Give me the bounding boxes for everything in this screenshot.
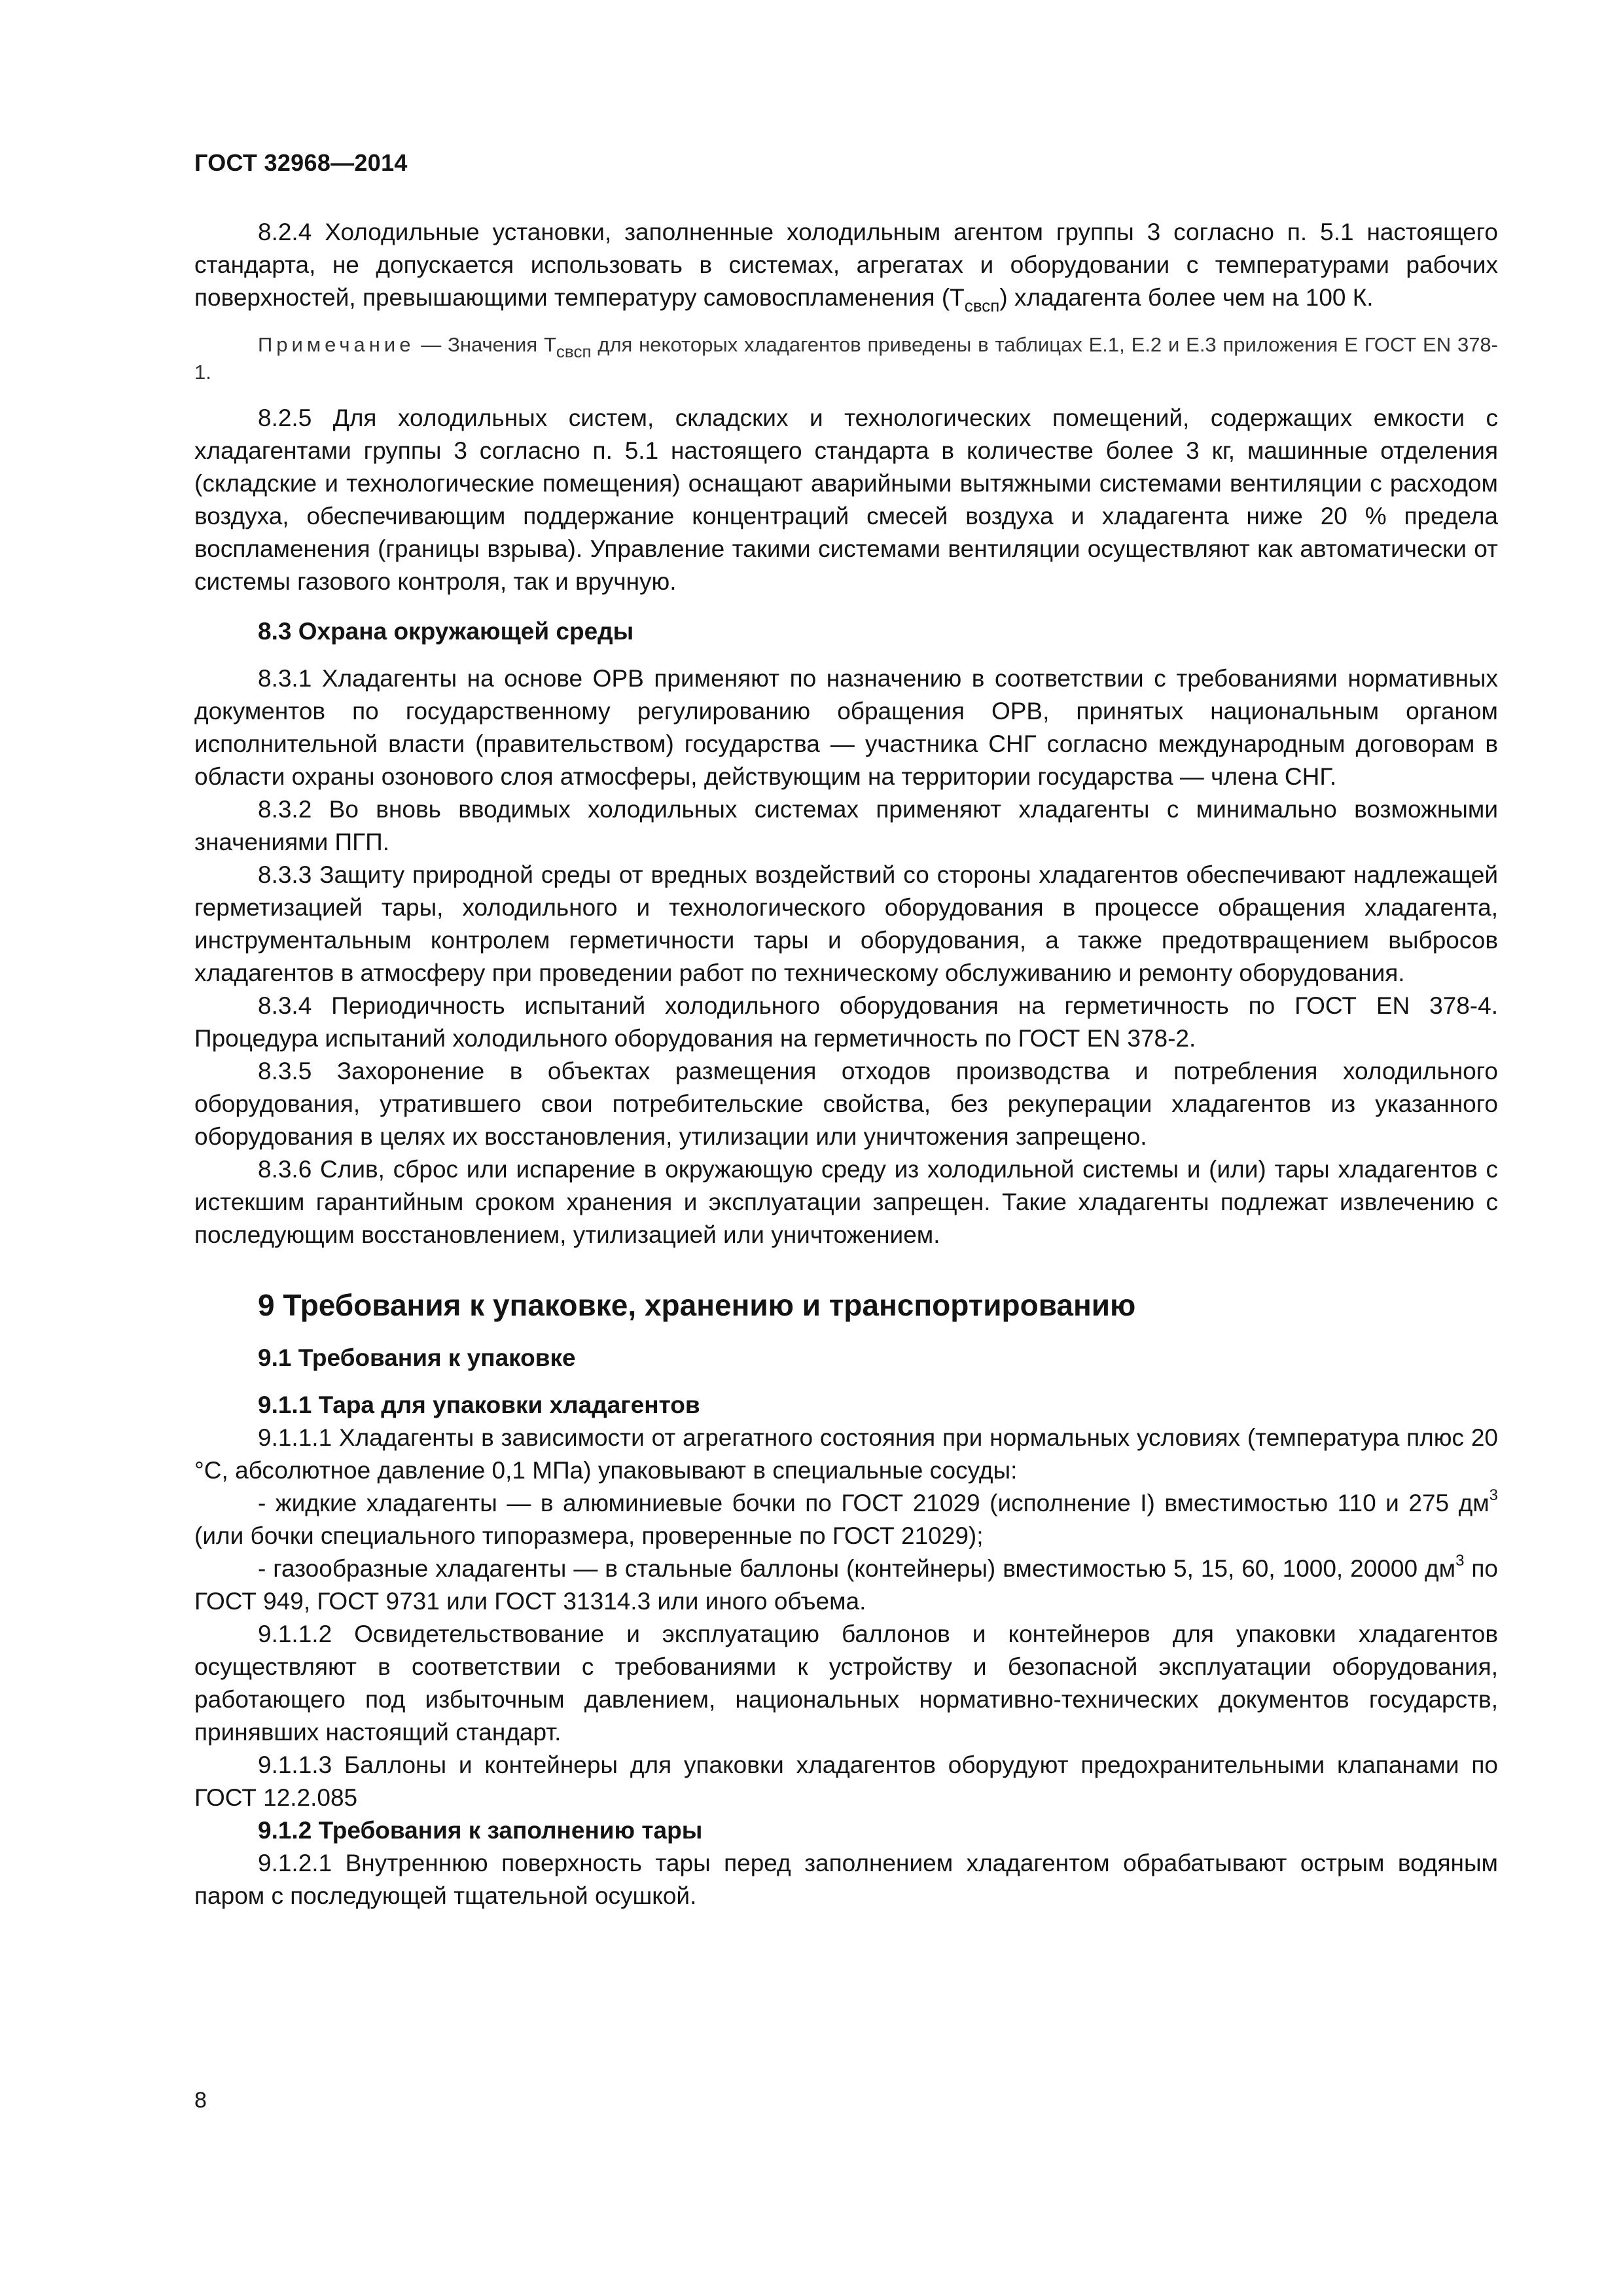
document-header: ГОСТ 32968—2014 [194, 149, 408, 176]
heading-9-1: 9.1 Требования к упаковке [258, 1344, 576, 1371]
note: Примечание — Значения $Т_{свсп}$ для некоторых хладагентов приведены в таблицах Е.1, Е.2 и Е.3 приложения Е ГОСТ EN 378-1. [194, 333, 1498, 384]
document-body [194, 216, 1498, 1912]
paragraph-9-1-1-2: 9.1.1.2 Освидетельствование и эксплуатацию баллонов и контейнеров для упаковки хладагентов осуществляют в соответствии с требованиями к устройству и безопасной эксплуатации оборудования, работающего под избыточным давлением, национальных нормативно-технических документов государств, принявших настоящий стандарт. [194, 1621, 1498, 1746]
list-item-liquid: - жидкие хладагенты — в алюминиевые бочки по ГОСТ 21029 (исполнение I) вместимостью 110 и 275 $дм^3$ (или бочки специального типоразмера, проверенные по ГОСТ 21029); [194, 1486, 1498, 1549]
paragraph-8-3-5: 8.3.5 Захоронение в объектах размещения отходов производства и потребления холодильного оборудования, утратившего свои потребительские свойства, без рекуперации хладагентов из указанного оборудования в целях их восстановления, утилизации или уничтожения запрещено. [194, 1058, 1498, 1150]
paragraph-8-3-1: 8.3.1 Хладагенты на основе ОРВ применяют по назначению в соответствии с требованиями нормативных документов по государственному регулированию обращения ОРВ, принятых национальным органом исполнительной власти (правительством) государства — участника СНГ согласно международным договорам в области охраны озонового слоя атмосферы, действующим на территории государства — члена СНГ. [194, 665, 1498, 790]
heading-9-1-2: 9.1.2 Требования к заполнению тары [258, 1817, 703, 1844]
paragraph-8-2-4: 8.2.4 Холодильные установки, заполненные холодильным агентом группы 3 согласно п. 5.1 настоящего стандарта, не допускается использовать в системах, агрегатах и оборудовании с температурами рабочих поверхностей, превышающими температуру самовоспламенения $(Т_{свсп})$ хладагента более чем на 100 К. [194, 219, 1498, 315]
paragraph-9-1-2-1: 9.1.2.1 Внутреннюю поверхность тары перед заполнением хладагентом обрабатывают острым водяным паром с последующей тщательной осушкой. [194, 1850, 1498, 1909]
paragraph-8-2-5: 8.2.5 Для холодильных систем, складских и технологических помещений, содержащих емкости с хладагентами группы 3 согласно п. 5.1 настоящего стандарта в количестве более 3 кг, машинные отделения (складские и технологические помещения) оснащают аварийными вытяжными системами вентиляции с расходом воздуха, обеспечивающим поддержание концентраций смесей воздуха и хладагента ниже 20 % предела воспламенения (границы взрыва). Управление такими системами вентиляции осуществляют как автоматически от системы газового контроля, так и вручную. [194, 404, 1498, 595]
paragraph-8-3-4: 8.3.4 Периодичность испытаний холодильного оборудования на герметичность по ГОСТ EN 378-4. Процедура испытаний холодильного оборудования на герметичность по ГОСТ EN 378-2. [194, 992, 1498, 1052]
list-item-gas: - газообразные хладагенты — в стальные баллоны (контейнеры) вместимостью 5, 15, 60, 1000, 20000 $дм^3$ по ГОСТ 949, ГОСТ 9731 или ГОСТ 31314.3 или иного объема. [194, 1552, 1498, 1615]
heading-9: 9 Требования к упаковке, хранению и транспортированию [258, 1288, 1136, 1322]
paragraph-9-1-1-1: 9.1.1.1 Хладагенты в зависимости от агрегатного состояния при нормальных условиях (температура плюс 20 °С, абсолютное давление 0,1 МПа) упаковывают в специальные сосуды: [194, 1424, 1498, 1484]
page-number: 8 [194, 2088, 207, 2113]
paragraph-9-1-1-3: 9.1.1.3 Баллоны и контейнеры для упаковки хладагентов оборудуют предохранительными клапанами по ГОСТ 12.2.085 [194, 1751, 1498, 1811]
paragraph-8-3-6: 8.3.6 Слив, сброс или испарение в окружающую среду из холодильной системы и (или) тары хладагентов с истекшим гарантийным сроком хранения и эксплуатации запрещен. Такие хладагенты подлежат извлечению с последующим восстановлением, утилизацией или уничтожением. [194, 1156, 1498, 1248]
paragraph-8-3-3: 8.3.3 Защиту природной среды от вредных воздействий со стороны хладагентов обеспечивают надлежащей герметизацией тары, холодильного и технологического оборудования в процессе обращения хладагента, инструментальным контролем герметичности тары и оборудования, а также предотвращением выбросов хладагентов в атмосферу при проведении работ по техническому обслуживанию и ремонту оборудования. [194, 861, 1498, 986]
note-label: Примечание [258, 333, 415, 356]
paragraph-8-3-2: 8.3.2 Во вновь вводимых холодильных системах применяют хладагенты с минимально возможными значениями ПГП. [194, 796, 1498, 855]
heading-8-3: 8.3 Охрана окружающей среды [258, 618, 634, 645]
heading-9-1-1: 9.1.1 Тара для упаковки хладагентов [258, 1391, 700, 1418]
